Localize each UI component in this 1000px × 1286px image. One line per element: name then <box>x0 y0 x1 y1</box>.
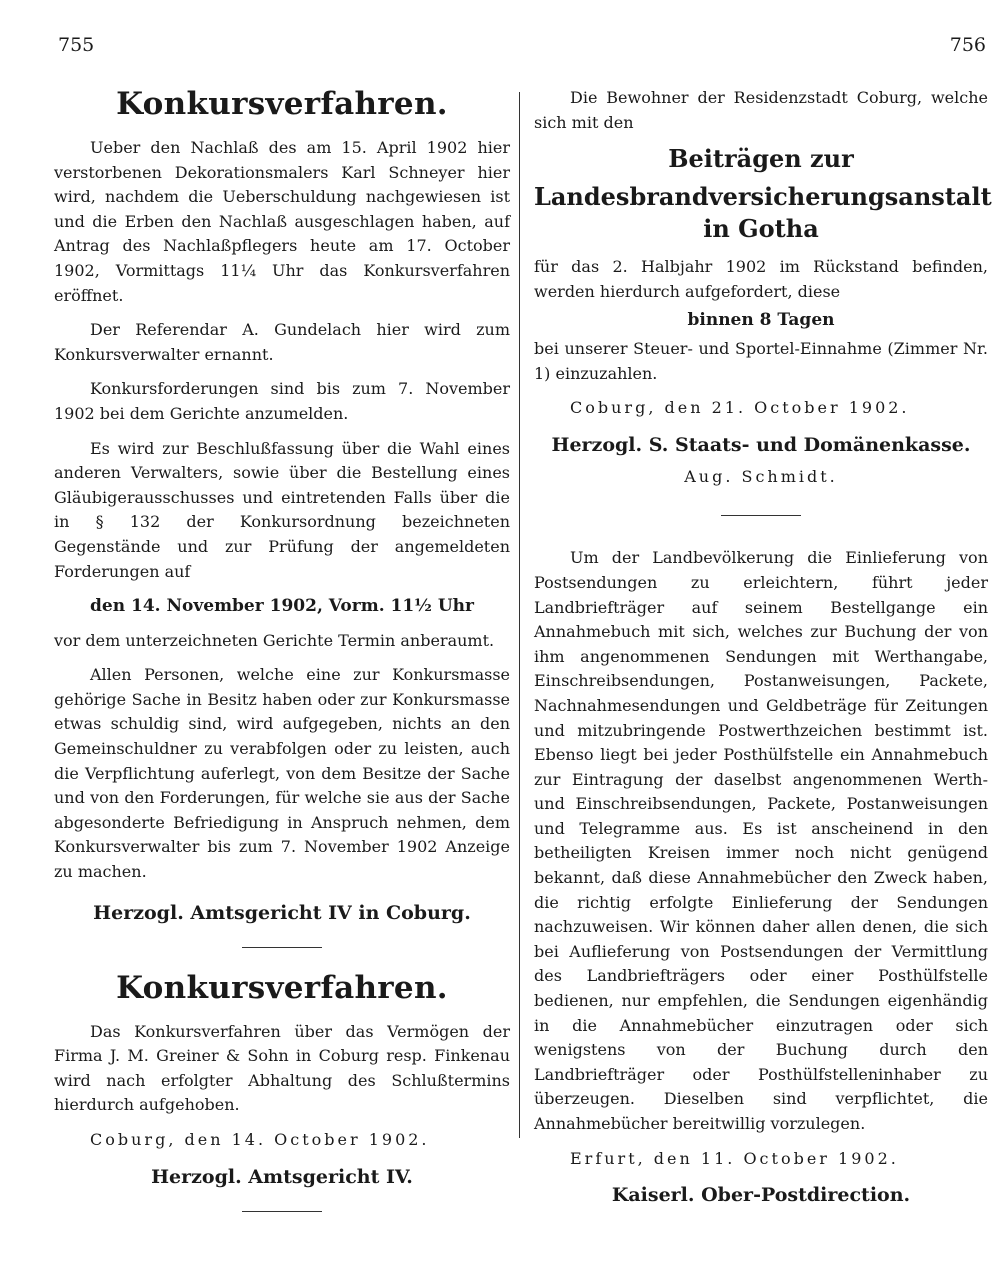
notice-postsendungen <box>534 546 988 1209</box>
paragraph: Konkursforderungen sind bis zum 7. November 1902 bei dem Gerichte anzumelden. <box>54 379 510 423</box>
office-signature: Herzogl. S. Staats- und Domänenkasse. <box>551 433 971 456</box>
paragraph: Allen Personen, welche eine zur Konkursmasse gehörige Sache in Besitz haben oder zur Konkursmasse etwas schuldig sind, wird aufgegeben, nichts an den Gemeinschuldner zu verabfolgen oder zu leisten, auch die Verpflichtung auferlegt, von dem Besitze der Sache und von den Forderungen, für welche sie aus der Sache abgesonderte Befriedigung in Anspruch nehmen, dem Konkursverwalter bis zum 7. November 1902 Anzeige zu machen. <box>54 665 510 882</box>
paragraph: Das Konkursverfahren über das Vermögen der Firma J. M. Greiner & Sohn in Coburg resp. Finkenau wird nach erfolgter Abhaltung des Schlußtermins hierdurch aufgehoben. <box>54 1021 510 1115</box>
hearing-date: den 14. November 1902, Vorm. 11½ Uhr <box>90 596 474 617</box>
notice-title: Landesbrandversicherungsanstalt in Gotha <box>534 182 992 244</box>
paragraph: vor dem unterzeichneten Gerichte Termin anberaumt. <box>54 630 495 650</box>
paragraph: für das 2. Halbjahr 1902 im Rückstand befinden, werden hierdurch aufgefordert, diese <box>534 257 988 301</box>
signer-name: Aug. Schmidt. <box>684 466 838 486</box>
notice-title: Beiträgen zur <box>668 144 854 174</box>
paragraph: Die Bewohner der Residenzstadt Coburg, welche sich mit den <box>534 88 988 132</box>
court-signature: Herzogl. Amtsgericht IV. <box>151 1165 413 1188</box>
column-divider <box>519 92 520 1138</box>
paragraph: bei unserer Steuer- und Sportel-Einnahme (Zimmer Nr. 1) einzuzahlen. <box>534 338 988 383</box>
office-signature: Kaiserl. Ober-Postdirection. <box>611 1184 911 1207</box>
page-number-right: 756 <box>949 34 986 56</box>
notice-brandversicherung <box>534 86 992 489</box>
page-number-left: 755 <box>58 34 95 56</box>
paragraph: Es wird zur Beschlußfassung über die Wahl eines anderen Verwalters, sowie über die Bestellung eines Gläubigerausschusses und eintretenden Falls über die in § 132 der Konkursordnung bezeichneten Gegenstände und zur Prüfung der angemeldeten Forderungen auf <box>54 438 510 581</box>
paragraph: Um der Landbevölkerung die Einlieferung von Postsendungen zu erleichtern, führt jeder Landbriefträger auf seinem Bestellgange ein Annahmebuch mit sich, welches zur Buchung der von ihm angenommenen Sendungen mit Werthangabe, Einschreibsendungen, Postanweisungen, Packete, Nachnahmesendungen und Geldbeträge für Zeitungen und mitzubringende Postwerthzeichen bestimmt ist. Ebenso liegt bei jeder Posthülfstelle ein Annahmebuch zur Eintragung der daselbst angenommenen Werth- und Einschreibsendungen, Packete, Postanweisungen und Telegramme aus. Es ist anscheinend in den betheiligten Kreisen immer noch nicht genügend bekannt, daß diese Annahmebücher den Zweck haben, die richtig erfolgte Einlieferung der Sendungen nachzuweisen. Wir können daher allen denen, die sich bei Auflieferung von Postsendungen der Vermittlung des Landbriefträgers oder einer Posthülfstelle bedienen, nur empfehlen, die Sendungen eigenhändig in die Annahmebücher einzutragen oder sich wenigstens von der Buchung durch den Landbriefträger oder Posthülfstelleninhaber zu überzeugen. Dieselben sind verpflichtet, die Annahmebücher bereitwillig vorzulegen. <box>534 548 988 1133</box>
notice-date: Coburg, den 21. October 1902. <box>570 398 910 418</box>
left-column <box>54 80 510 1232</box>
paragraph: Ueber den Nachlaß des am 15. April 1902 hier verstorbenen Dekorationsmalers Karl Schneyer hier wird, nachdem die Ueberschuldung nachgewiesen ist und die Erben den Nachlaß ausgeschlagen haben, auf Antrag des Nachlaßpflegers heute am 17. October 1902, Vormittags 11¼ Uhr das Konkursverfahren eröffnet. <box>54 138 510 305</box>
separator-rule <box>242 1211 322 1212</box>
notice-date: Erfurt, den 11. October 1902. <box>570 1148 899 1168</box>
notice-heading: Konkursverfahren. <box>116 969 448 1006</box>
notice-konkurs-schneyer <box>54 84 510 927</box>
separator-rule <box>721 515 801 516</box>
notice-date: Coburg, den 14. October 1902. <box>90 1130 430 1149</box>
separator-rule <box>242 947 322 948</box>
payment-deadline: binnen 8 Tagen <box>687 310 835 331</box>
paragraph: Der Referendar A. Gundelach hier wird zum Konkursverwalter ernannt. <box>54 320 510 364</box>
right-column <box>534 80 992 1209</box>
notice-konkurs-greiner <box>54 968 510 1191</box>
court-signature: Herzogl. Amtsgericht IV in Coburg. <box>93 901 471 924</box>
notice-heading: Konkursverfahren. <box>116 86 448 122</box>
